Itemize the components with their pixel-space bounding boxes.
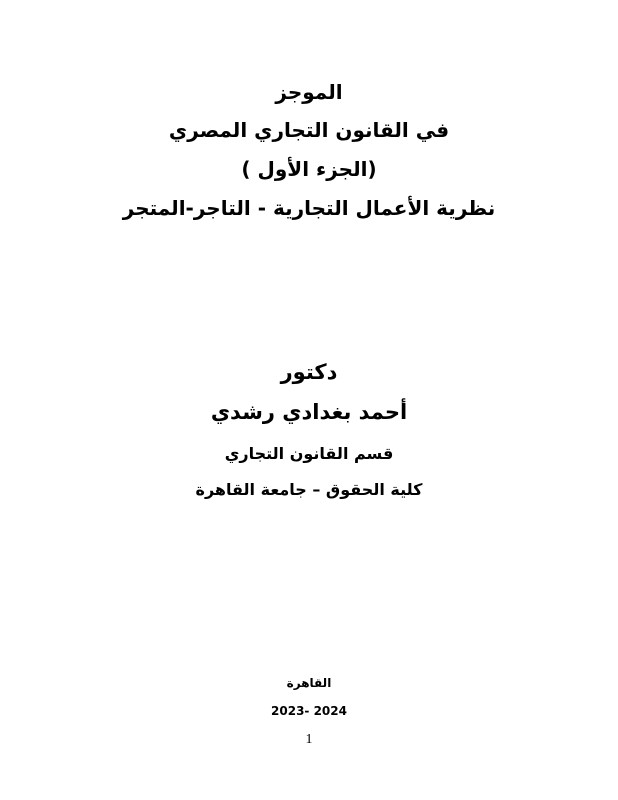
- volume-label: (الجزء الأول ): [241, 157, 377, 181]
- book-subtitle: في القانون التجاري المصري: [168, 118, 450, 142]
- topics-line: نظرية الأعمال التجارية - التاجر-المتجر: [122, 196, 496, 220]
- publication-years: 2023- 2024: [271, 704, 347, 718]
- author-name: أحمد بغدادي رشدي: [210, 400, 408, 424]
- author-title: دكتور: [280, 360, 338, 384]
- page-number: 1: [305, 732, 313, 747]
- book-title: الموجز: [275, 80, 343, 104]
- publication-city: القاهرة: [286, 676, 332, 690]
- author-faculty: كلية الحقوق – جامعة القاهرة: [195, 480, 423, 499]
- author-department: قسم القانون التجاري: [224, 444, 394, 463]
